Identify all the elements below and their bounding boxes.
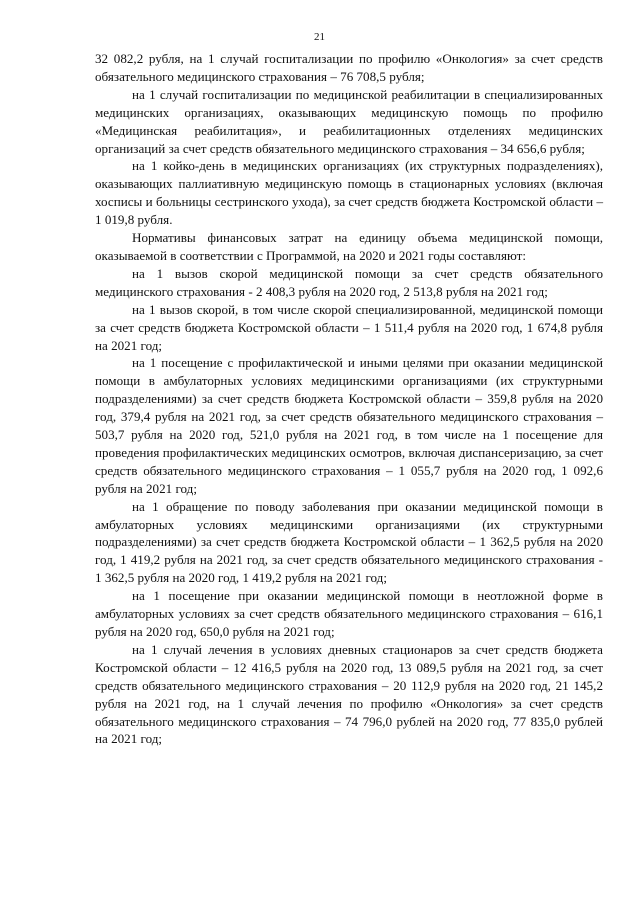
paragraph-day-hospital: на 1 случай лечения в условиях дневных стационаров за счет средств бюджета Костромской области – 12 416,5 рубля на 2020 год, 13 089,5 рубля на 2021 год, за счет средств обязательного медицинского страхования – 20 112,9 рубля на 2020 год, 21 145,2 рубля на 2021 год, на 1 случай лечения по профилю «Онкология» за счет средств обязательного медицинского страхования – 74 796,0 рублей на 2020 год, 77 835,0 рублей на 2021 год; — [95, 641, 603, 747]
paragraph-rehabilitation: на 1 случай госпитализации по медицинской реабилитации в специализированных медицинских организациях, оказывающих медицинскую помощь по профилю «Медицинская реабилитация», и реабилитационных отделениях медицинских организаций за счет средств обязательного медицинского страхования – 34 656,6 рубля; — [95, 86, 603, 156]
paragraph-palliative-bed-day: на 1 койко-день в медицинских организациях (их структурных подразделениях), оказывающих паллиативную медицинскую помощь в стационарных условиях (включая хосписы и больницы сестринского ухода), за счет средств бюджета Костромской области – 1 019,8 рубля. — [95, 158, 603, 228]
page-number: 21 — [314, 31, 325, 43]
paragraph-urgent-care-visit: на 1 посещение при оказании медицинской помощи в неотложной форме в амбулаторных условиях за счет средств обязательного медицинского страхования – 616,1 рубля на 2020 год, 650,0 рубля на 2021 год; — [95, 588, 603, 639]
paragraph-financial-norms-intro: Нормативы финансовых затрат на единицу объема медицинской помощи, оказываемой в соответствии с Программой, на 2020 и 2021 годы составляют: — [95, 230, 603, 263]
paragraph-preventive-visit: на 1 посещение с профилактической и иными целями при оказании медицинской помощи в амбулаторных условиях медицинскими организациями (их структурными подразделениями) за счет средств бюджета Костромской области – 359,8 рубля на 2020 год, 379,4 рубля на 2021 год, за счет средств обязательного медицинского страхования – 503,7 рубля на 2020 год, 521,0 рубля на 2021 год, в том числе на 1 посещение для проведения профилактических медицинских осмотров, включая диспансеризацию, за счет средств обязательного медицинского страхования – 1 055,7 рубля на 2020 год, 1 092,6 рубля на 2021 год; — [95, 355, 603, 496]
paragraph-emergency-call-budget: на 1 вызов скорой, в том числе скорой специализированной, медицинской помощи за счет средств бюджета Костромской области – 1 511,4 рубля на 2020 год, 1 674,8 рубля на 2021 год; — [95, 301, 603, 353]
document-body — [95, 50, 603, 748]
paragraph-disease-appeal: на 1 обращение по поводу заболевания при оказании медицинской помощи в амбулаторных условиях медицинскими организациями (их структурными подразделениями) за счет средств бюджета Костромской области – 1 362,5 рубля на 2020 год, 1 419,2 рубля на 2021 год, за счет средств обязательного медицинского страхования - 1 362,5 рубля на 2020 год, 1 419,2 рубля на 2021 год; — [95, 498, 603, 586]
paragraph-hospitalization-oncology: 32 082,2 рубля, на 1 случай госпитализации по профилю «Онкология» за счет средств обязательного медицинского страхования – 76 708,5 рубля; — [95, 51, 603, 84]
paragraph-emergency-call-oms: на 1 вызов скорой медицинской помощи за счет средств обязательного медицинского страхования - 2 408,3 рубля на 2020 год, 2 513,8 рубля на 2021 год; — [95, 265, 603, 299]
